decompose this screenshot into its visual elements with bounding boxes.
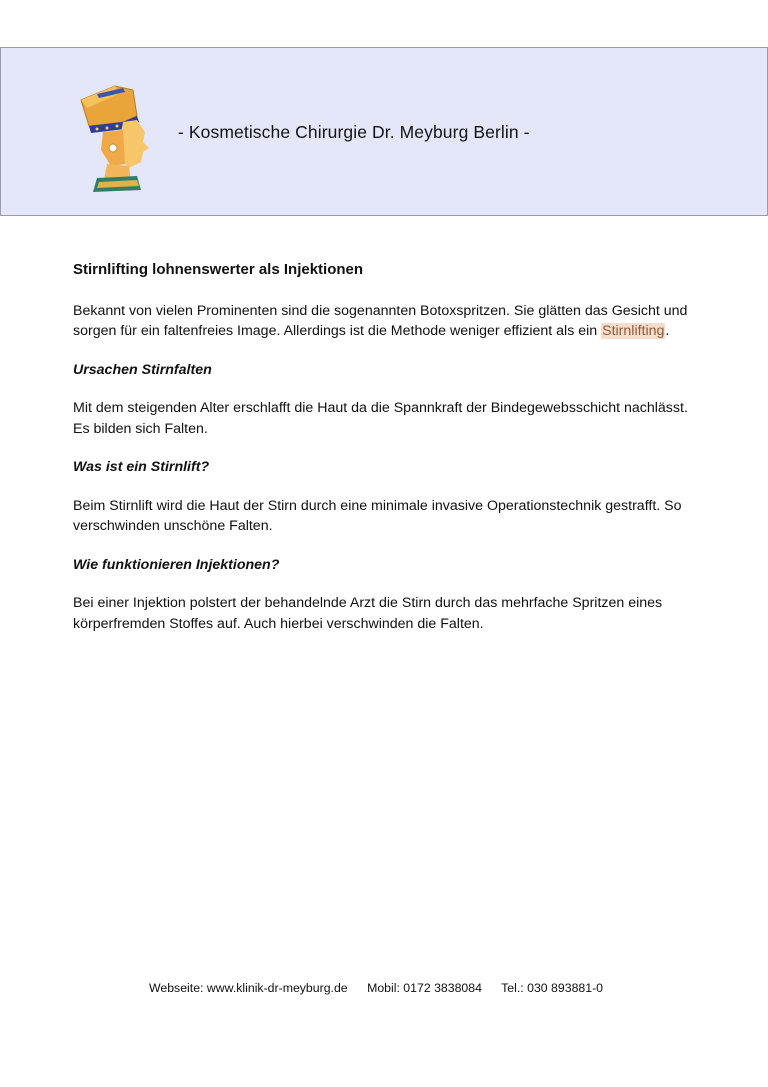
- intro-text: Bekannt von vielen Prominenten sind die sogenannten Botoxspritzen. Sie glätten das Gesicht und sorgen für ein faltenfreies Image. Allerdings ist die Methode weniger effizient als ein: [73, 302, 688, 339]
- intro-text-end: .: [665, 323, 670, 339]
- intro-paragraph: [73, 301, 703, 342]
- section-text-injections: Bei einer Injektion polstert der behandelnde Arzt die Stirn durch das mehrfache Spritzen eines körperfremden Stoffes auf. Auch hierbei verschwinden die Falten.: [73, 595, 663, 632]
- section-heading-what-is: Was ist ein Stirnlift?: [73, 459, 210, 475]
- page-footer: [149, 981, 603, 995]
- section-heading-causes: Ursachen Stirnfalten: [73, 361, 212, 378]
- section-text-causes: Mit dem steigenden Alter erschlafft die Haut da die Spannkraft der Bindegewebsschicht nachlässt. Es bilden sich Falten.: [73, 400, 688, 437]
- nefertiti-bust-icon: [67, 78, 167, 193]
- header-title: - Kosmetische Chirurgie Dr. Meyburg Berlin -: [178, 122, 530, 142]
- section-text-what-is: Beim Stirnlift wird die Haut der Stirn durch eine minimale invasive Operationstechnik gestrafft. So verschwinden unschöne Falten.: [73, 497, 682, 534]
- section-heading-injections: Wie funktionieren Injektionen?: [73, 556, 280, 573]
- article-content: [73, 260, 703, 652]
- stirnlifting-link[interactable]: Stirnlifting: [602, 323, 665, 339]
- footer-phone: Tel.: 030 893881-0: [501, 981, 604, 995]
- footer-mobile: Mobil: 0172 3838084: [367, 981, 482, 995]
- footer-website: Webseite: www.klinik-dr-meyburg.de: [149, 981, 348, 995]
- header-banner: [0, 47, 768, 216]
- article-title: Stirnlifting lohnenswerter als Injektionen: [73, 261, 364, 278]
